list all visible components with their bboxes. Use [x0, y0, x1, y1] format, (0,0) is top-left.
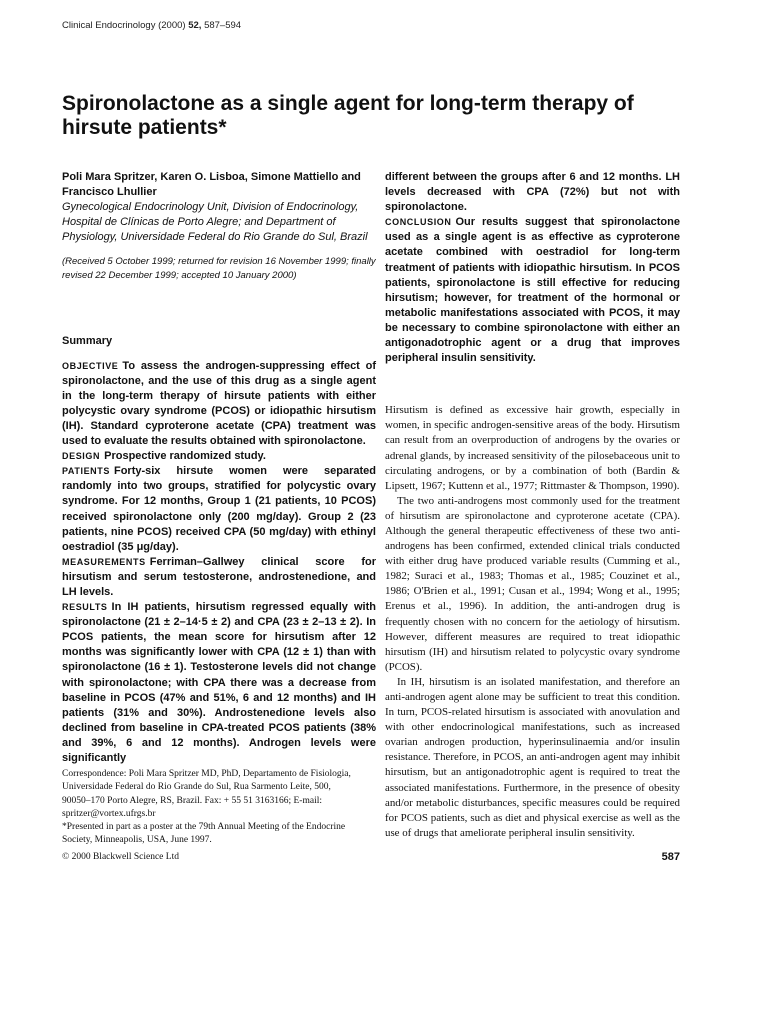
design-text: Prospective randomized study.: [104, 450, 266, 463]
abstract-patients: [62, 464, 376, 555]
abstract-design: [62, 449, 376, 464]
body-paragraph-2: The two anti-androgens most commonly used for the treatment of hirsutism are spironolactone and cyproterone acetate (CPA). Although the general therapeutic effectiveness of these two anti-androgens has been confirmed, extended clinical trials conducted with either drug have produced variable results (Cumming et al., 1982; Suraci et al., 1983; Thomas et al., 1985; Couzinet et al., 1986; O'Brien et al., 1991; Cusan et al., 1994; Wong et al., 1995; Erenus et al., 1996). In addition, the anti-androgen drug is frequently chosen with no concern for the aetiology of hirsutism. However, different measures are required to treat idiopathic hirsutism (IH) and hirsutism related to polycystic ovary syndrome (PCOS).: [385, 494, 680, 673]
patients-label: PATIENTS: [62, 466, 110, 477]
body-paragraph-3: In IH, hirsutism is an isolated manifestation, and therefore an anti-androgen agent alone may be sufficient to treat this condition. In turn, PCOS-related hirsutism is associated with anovulation and with other endocrinological manifestations, such as increased ovarian androgen production, hyperinsulinaemia and/or insulin resistance. Therefore, in PCOS, an anti-androgen agent may inhibit hirsutism, but an antigonadotrophic agent is required to treat the associated manifestations. Furthermore, in the presence of obesity and/or metabolic disturbances, specific measures could be required for PCOS patients, such as diet and physical exercise as well as the use of drugs that ameliorate peripheral insulin sensitivity.: [385, 675, 680, 839]
results-text: In IH patients, hirsutism regressed equally with spironolactone (21 ± 2–14·5 ± 2) and CPA (23 ± 2–13 ± 2). In PCOS patients, the mean score for hirsutism after 12 months was significantly lower with CPA (12 ± 1) than with spironolactone (16 ± 1). Testosterone levels did not change with spironolactone; with CPA there was a decrease from baseline in PCOS (47% and 51%, 6 and 12 months) and IH patients (31% and 30%). Androstenedione levels also declined from baseline in CPA-treated PCOS patients (38% and 39%, 6 and 12 months). Androgen levels were significantly: [62, 601, 376, 764]
article-title: Spironolactone as a single agent for long-term therapy of hirsute patients*: [62, 92, 634, 139]
results-label: RESULTS: [62, 602, 108, 613]
body-paragraph-1: Hirsutism is defined as excessive hair growth, especially in women, in specific androgen-sensitive areas of the body. Hirsutism can result from an overproduction of androgens by the ovaries or adrenal glands, by increased sensitivity of the pilosebaceous unit to circulating androgens, or by a combination of both (Bardin & Lipsett, 1967; Kuttenn et al., 1977; Rittmaster & Thompson, 1990).: [385, 404, 680, 492]
patients-text: Forty-six hirsute women were separated randomly into two groups, stratified for polycystic ovary syndrome. For 12 months, Group 1 (21 patients, 10 PCOS) received spironolactone only (200 mg/day). Group 2 (23 patients, nine PCOS) received CPA (50 mg/day) with ethinyl oestradiol (35 μg/day).: [62, 465, 376, 553]
conclusion-text: Our results suggest that spironolactone used as a single agent is as effective as cyproterone acetate combined with oestradiol for long-term treatment of patients with idiopathic hirsutism. In PCOS patients, spironolactone is still effective for reducing hirsutism; however, for treatment of the hormonal or metabolic manifestations associated with PCOS, it may be necessary to combine spironolactone with either an antigonadotrophic agent or a drug that improves peripheral insulin sensitivity.: [385, 216, 680, 365]
left-column: [62, 170, 376, 766]
journal-name: Clinical Endocrinology (2000): [62, 20, 186, 31]
abstract-results-continued: different between the groups after 6 and 12 months. LH levels decreased with CPA (72%) but not with spironolactone.: [385, 171, 680, 214]
objective-text: To assess the androgen-suppressing effect of spironolactone, and the use of this drug as a single agent in the long-term therapy of hirsute patients with either polycystic ovary syndrome (PCOS) or idiopathic hirsutism (IH). Standard cyproterone acetate (CPA) treatment was used to evaluate the results obtained with spironolactone.: [62, 359, 376, 448]
received-dates: (Received 5 October 1999; returned for revision 16 November 1999; finally revised 22 December 1999; accepted 10 January 2000): [62, 256, 376, 281]
measurements-text: Ferriman–Gallwey clinical score for hirsutism and serum testosterone, androstenedione, and LH levels.: [62, 555, 376, 598]
correspondence-text: Correspondence: Poli Mara Spritzer MD, PhD, Departamento de Fisiologia, Universidade Federal do Rio Grande do Sul, Rua Sarmento Leite, 500, 90050–170 Porto Alegre, RS, Brazil. Fax: + 55 51 3163166; E-mail: spritzer@vortex.ufrgs.br: [62, 769, 351, 819]
abstract-results: [62, 600, 376, 766]
abstract-measurements: [62, 555, 376, 600]
abstract-conclusion: [385, 215, 680, 366]
objective-label: OBJECTIVE: [62, 360, 119, 371]
copyright-notice: © 2000 Blackwell Science Ltd: [62, 852, 179, 862]
summary-heading: Summary: [62, 335, 113, 348]
measurements-label: MEASUREMENTS: [62, 556, 146, 567]
conclusion-label: CONCLUSION: [385, 217, 452, 228]
abstract-objective: [62, 359, 376, 450]
design-label: DESIGN: [62, 451, 101, 462]
right-column: [385, 170, 680, 841]
author-list: Poli Mara Spritzer, Karen O. Lisboa, Simone Mattiello and Francisco Lhullier: [62, 171, 361, 199]
affiliation: Gynecological Endocrinology Unit, Division of Endocrinology, Hospital de Clínicas de Porto Alegre; and Department of Physiology, Universidade Federal do Rio Grande do Sul, Brazil: [62, 201, 368, 244]
correspondence-footnote: [62, 768, 354, 848]
page-number: 587: [661, 851, 680, 863]
journal-citation: [62, 20, 241, 31]
presentation-footnote: *Presented in part as a poster at the 79th Annual Meeting of the Endocrine Society, Minneapolis, USA, June 1997.: [62, 822, 346, 846]
journal-pages: 587–594: [204, 20, 242, 31]
journal-volume: 52,: [188, 20, 202, 31]
